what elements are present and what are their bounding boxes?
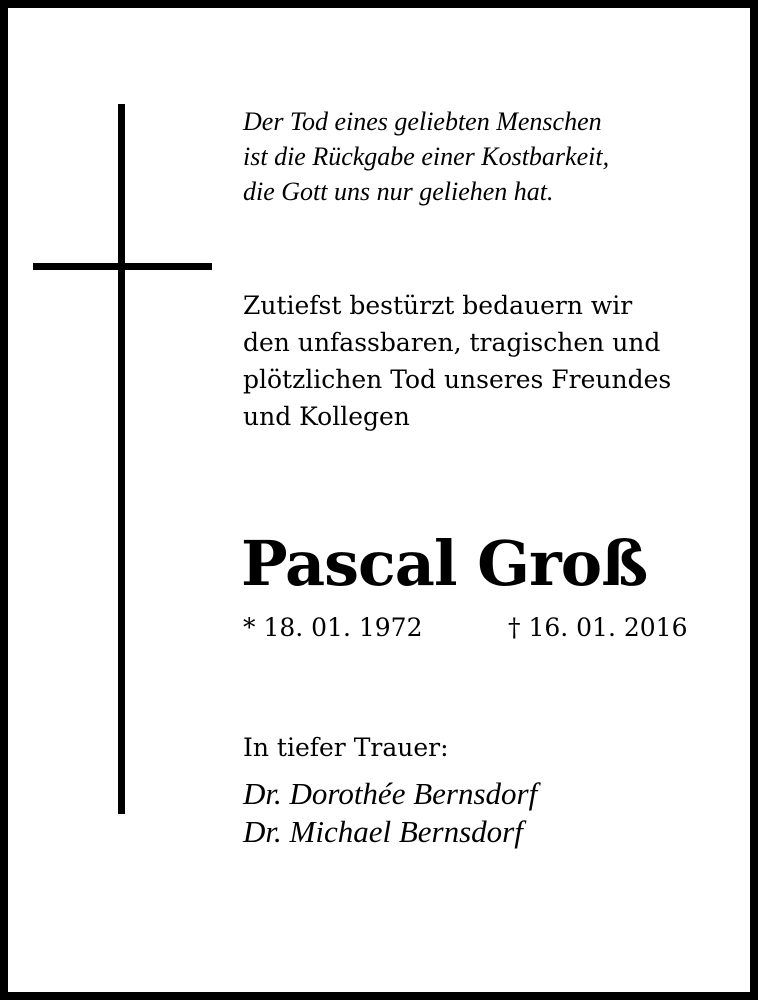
signers-list	[243, 775, 723, 851]
motto-line: Der Tod eines geliebten Menschen	[243, 107, 602, 136]
intro-line: plötzlichen Tod unseres Freundes	[243, 365, 672, 394]
motto-line: ist die Rückgabe einer Kostbarkeit,	[243, 142, 610, 171]
intro-line: Zutiefst bestürzt bedauern wir	[243, 291, 633, 320]
mourning-label: In tiefer Trauer:	[243, 733, 449, 762]
birth-date: * 18. 01. 1972	[243, 613, 423, 642]
motto-line: die Gott uns nur geliehen hat.	[243, 177, 554, 206]
cross-vertical-bar	[118, 104, 125, 814]
death-date: † 16. 01. 2016	[508, 613, 688, 642]
motto-quote	[243, 104, 723, 209]
signer-name: Dr. Dorothée Bernsdorf	[243, 776, 538, 811]
intro-line: den unfassbaren, tragischen und	[243, 328, 661, 357]
intro-line: und Kollegen	[243, 402, 410, 431]
cross-horizontal-bar	[33, 263, 212, 270]
deceased-name: Pascal Groß	[241, 527, 648, 600]
intro-text	[243, 287, 723, 435]
signer-name: Dr. Michael Bernsdorf	[243, 814, 523, 849]
